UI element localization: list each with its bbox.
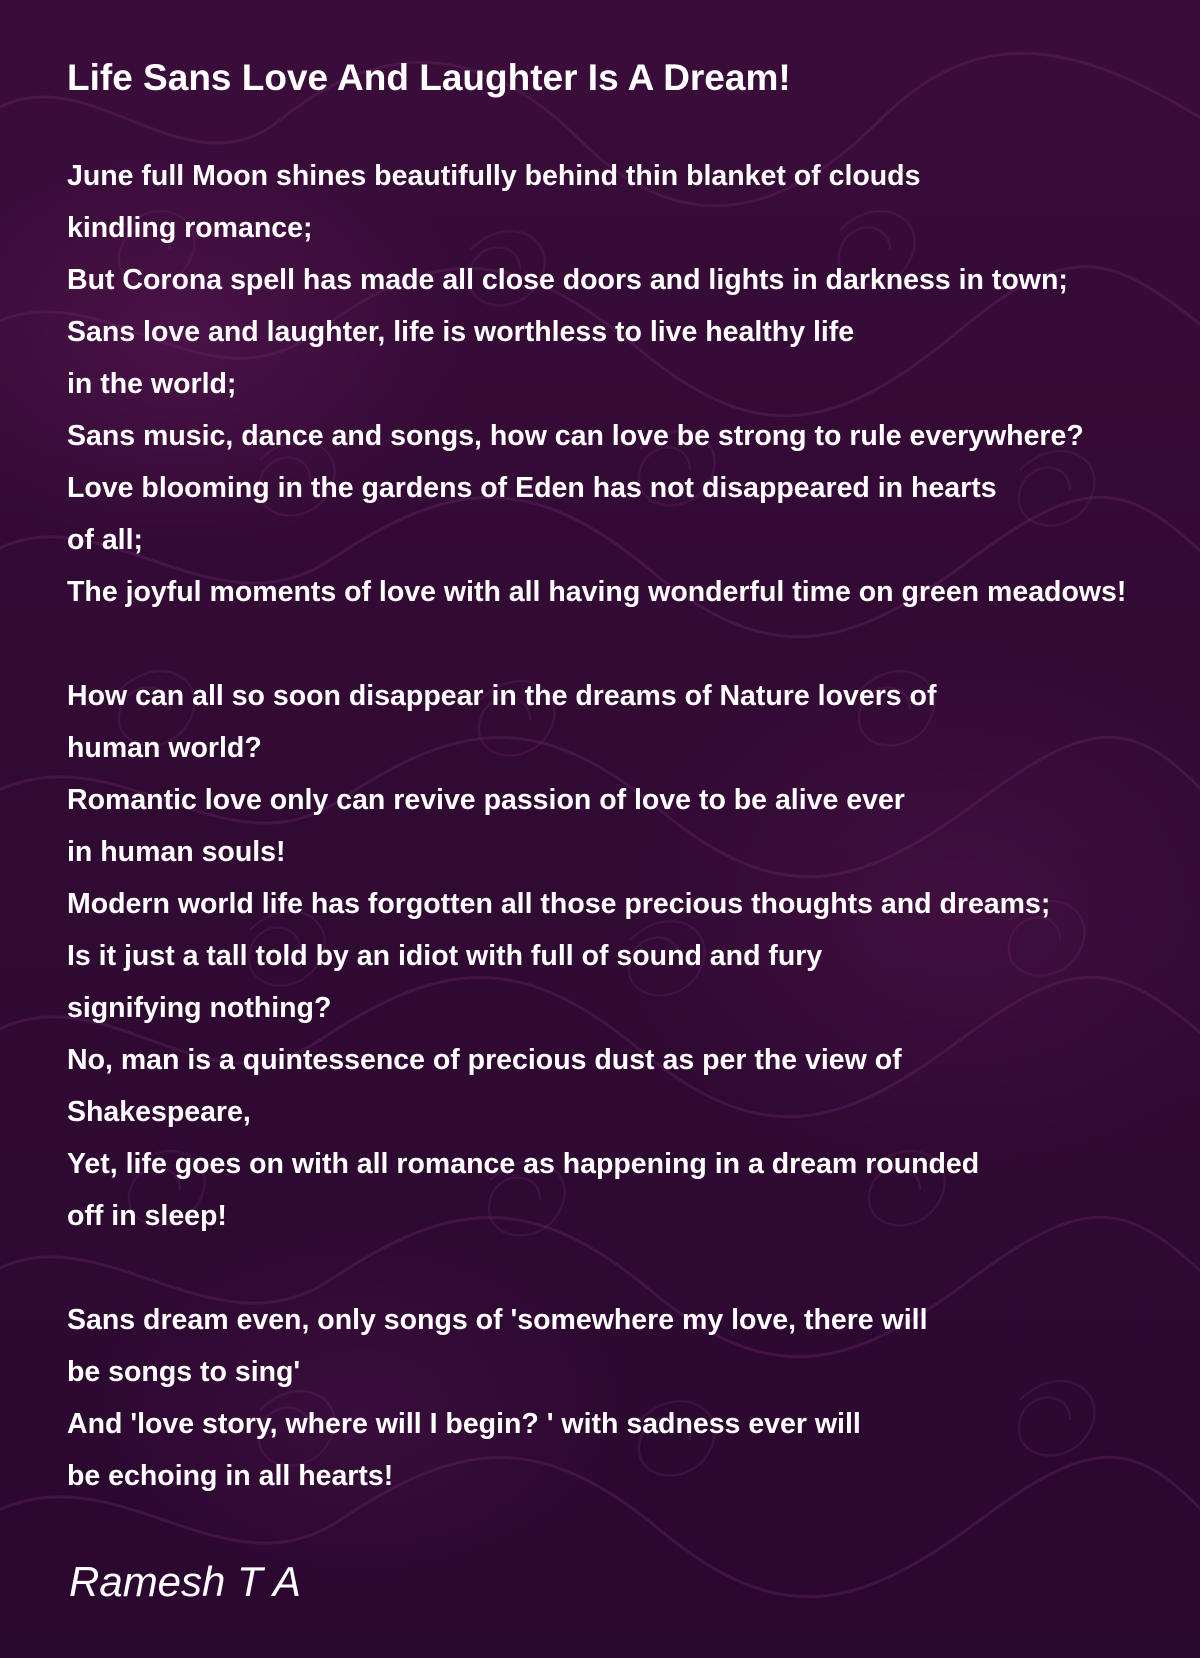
- poem-line: But Corona spell has made all close doors and lights in darkness in town;: [67, 264, 1068, 296]
- poem-line: be echoing in all hearts!: [67, 1460, 394, 1492]
- poem-line: be songs to sing': [67, 1356, 301, 1388]
- poem-author: Ramesh T A: [69, 1558, 301, 1605]
- poem-line: human world?: [67, 732, 262, 764]
- poem-body: [67, 150, 1200, 1502]
- stanza-break: [67, 1242, 1200, 1294]
- poem-line: in the world;: [67, 368, 237, 400]
- poem-line: Sans music, dance and songs, how can love be strong to rule everywhere?: [67, 420, 1084, 452]
- poem-line: How can all so soon disappear in the dreams of Nature lovers of: [67, 680, 937, 712]
- poem-line: Love blooming in the gardens of Eden has not disappeared in hearts: [67, 472, 997, 504]
- poem-line: kindling romance;: [67, 212, 313, 244]
- poem-line: in human souls!: [67, 836, 286, 868]
- poem-line: Shakespeare,: [67, 1096, 251, 1128]
- poem-line: off in sleep!: [67, 1200, 227, 1232]
- poem-line: June full Moon shines beautifully behind thin blanket of clouds: [67, 160, 921, 192]
- poem-line: Modern world life has forgotten all those precious thoughts and dreams;: [67, 888, 1051, 920]
- poem-line: And 'love story, where will I begin? ' with sadness ever will: [67, 1408, 861, 1440]
- poem-line: Is it just a tall told by an idiot with full of sound and fury: [67, 940, 823, 972]
- poem-line: Sans love and laughter, life is worthless to live healthy life: [67, 316, 855, 348]
- poem-line: The joyful moments of love with all having wonderful time on green meadows!: [67, 576, 1127, 608]
- poem-line: No, man is a quintessence of precious dust as per the view of: [67, 1044, 902, 1076]
- poem-line: Yet, life goes on with all romance as happening in a dream rounded: [67, 1148, 980, 1180]
- poem-line: signifying nothing?: [67, 992, 332, 1024]
- stanza-break: [67, 618, 1200, 670]
- poem-line: Romantic love only can revive passion of love to be alive ever: [67, 784, 905, 816]
- poem-line: Sans dream even, only songs of 'somewhere my love, there will: [67, 1304, 928, 1336]
- poem-line: of all;: [67, 524, 143, 556]
- poem-title: Life Sans Love And Laughter Is A Dream!: [67, 57, 791, 98]
